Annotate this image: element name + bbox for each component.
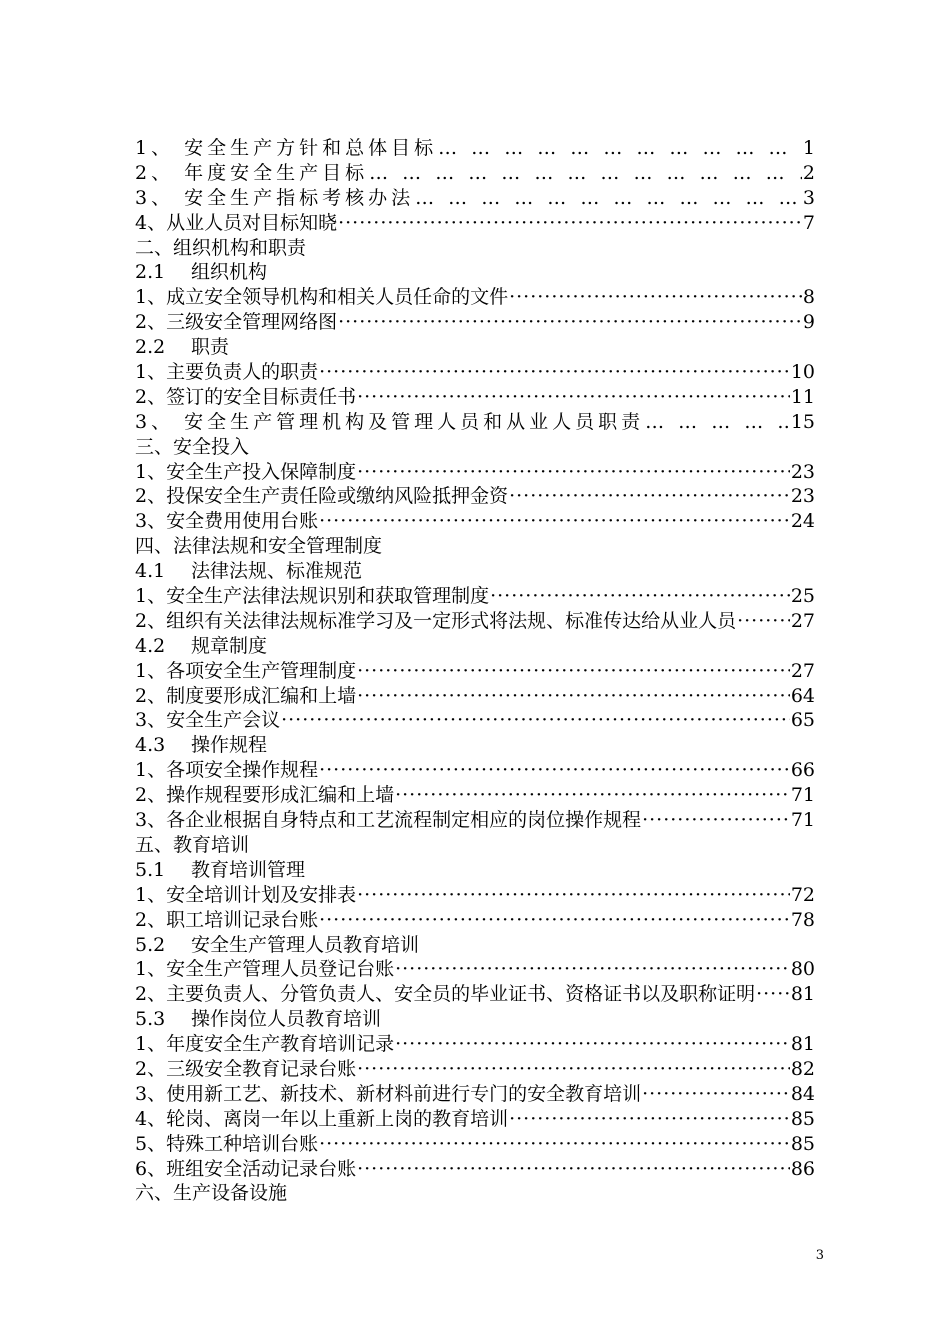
dot-leader xyxy=(438,136,802,161)
toc-entry-page: 64 xyxy=(790,684,815,707)
dot-leader xyxy=(357,385,790,410)
toc-entry xyxy=(135,982,815,1007)
toc-section-title: 六、生产设备设施 xyxy=(135,1182,288,1205)
dot-leader xyxy=(509,1107,790,1132)
toc-entry-title: 3、安全费用使用台账 xyxy=(135,510,319,533)
dot-leader xyxy=(319,1132,790,1157)
toc-section-title: 二、组织机构和职责 xyxy=(135,236,307,259)
toc-entry xyxy=(135,509,815,534)
toc-entry xyxy=(135,460,815,485)
toc-section-title: 五、教育培训 xyxy=(135,833,250,856)
toc-entry xyxy=(135,808,815,833)
toc-section-title: 四、法律法规和安全管理制度 xyxy=(135,535,383,558)
toc-entry-page: 11 xyxy=(790,385,815,408)
toc-entry xyxy=(135,1157,815,1182)
toc-section-number: 2.2 xyxy=(135,336,166,359)
toc-entry xyxy=(135,708,815,733)
dot-leader xyxy=(357,1157,790,1182)
toc-entry-title: 6、班组安全活动记录台账 xyxy=(135,1157,357,1180)
toc-entry-title: 1、安全生产法律法规识别和获取管理制度 xyxy=(135,585,490,608)
toc-entry-title: 2、 年度安全生产目标 xyxy=(135,161,369,184)
toc-entry-page: 9 xyxy=(802,311,815,334)
toc-section-heading xyxy=(135,634,815,659)
toc-section-title: 职责 xyxy=(191,336,230,359)
toc-section-heading xyxy=(135,435,815,460)
toc-entry xyxy=(135,410,815,435)
toc-entry xyxy=(135,211,815,236)
toc-entry-title: 3、使用新工艺、新技术、新材料前进行专门的安全教育培训 xyxy=(135,1082,642,1105)
toc-entry-title: 1、年度安全生产教育培训记录 xyxy=(135,1033,395,1056)
toc-entry-page: 24 xyxy=(790,510,815,533)
dot-leader xyxy=(395,957,790,982)
toc-entry-page: 23 xyxy=(790,485,815,508)
toc-entry-title: 2、签订的安全目标责任书 xyxy=(135,385,357,408)
toc-entry xyxy=(135,659,815,684)
toc-entry-title: 1、各项安全生产管理制度 xyxy=(135,659,357,682)
toc-section-number: 2.1 xyxy=(135,261,166,284)
toc-section-title: 组织机构 xyxy=(191,261,268,284)
dot-leader xyxy=(319,758,790,783)
dot-leader xyxy=(281,708,790,733)
toc-entry xyxy=(135,758,815,783)
toc-entry-page: 8 xyxy=(802,286,815,309)
toc-entry-page: 25 xyxy=(790,585,815,608)
toc-entry xyxy=(135,360,815,385)
toc-section-title: 规章制度 xyxy=(191,634,268,657)
toc-entry-title: 1、安全生产管理人员登记台账 xyxy=(135,958,395,981)
toc-section-title: 法律法规、标准规范 xyxy=(191,560,363,583)
toc-section-title: 教育培训管理 xyxy=(191,858,306,881)
dot-leader xyxy=(756,982,790,1007)
toc-entry-title: 2、制度要形成汇编和上墙 xyxy=(135,684,357,707)
toc-entry-title: 2、三级安全管理网络图 xyxy=(135,311,338,334)
dot-leader xyxy=(319,908,790,933)
toc-section-heading xyxy=(135,733,815,758)
toc-entry-title: 1、 安全生产方针和总体目标 xyxy=(135,137,438,159)
toc-section-heading xyxy=(135,260,815,285)
toc-entry-title: 2、投保安全生产责任险或缴纳风险抵押金资 xyxy=(135,485,509,508)
toc-entry-page: 1 xyxy=(802,137,815,159)
toc-entry-title: 3、 安全生产指标考核办法 xyxy=(135,186,415,209)
toc-entry xyxy=(135,1032,815,1057)
toc-entry-title: 1、各项安全操作规程 xyxy=(135,759,319,782)
toc-entry-title: 2、职工培训记录台账 xyxy=(135,908,319,931)
toc-entry-title: 4、轮岗、离岗一年以上重新上岗的教育培训 xyxy=(135,1107,509,1130)
dot-leader xyxy=(395,1032,790,1057)
toc-entry xyxy=(135,285,815,310)
page-number: 3 xyxy=(815,1248,824,1263)
toc-entry-page: 3 xyxy=(802,186,815,209)
dot-leader xyxy=(645,410,790,435)
dot-leader xyxy=(642,808,790,833)
toc-entry xyxy=(135,783,815,808)
toc-section-heading xyxy=(135,559,815,584)
toc-entry-page: 72 xyxy=(790,883,815,906)
toc-section-heading xyxy=(135,335,815,360)
dot-leader xyxy=(642,1082,790,1107)
toc-entry-title: 2、组织有关法律法规标准学习及一定形式将法规、标准传达给从业人员 xyxy=(135,609,737,632)
toc-entry-page: 27 xyxy=(790,609,815,632)
toc-entry xyxy=(135,385,815,410)
toc-entry xyxy=(135,136,815,161)
toc-entry xyxy=(135,584,815,609)
dot-leader xyxy=(490,584,790,609)
toc-section-number: 4.2 xyxy=(135,634,166,657)
toc-entry-page: 86 xyxy=(790,1157,815,1180)
dot-leader xyxy=(369,161,802,186)
dot-leader xyxy=(395,783,790,808)
toc-entry-title: 1、安全培训计划及安排表 xyxy=(135,883,357,906)
toc-entry xyxy=(135,1107,815,1132)
toc-entry xyxy=(135,609,815,634)
dot-leader xyxy=(357,883,790,908)
toc-entry-page: 71 xyxy=(790,809,815,832)
toc-entry-title: 1、成立安全领导机构和相关人员任命的文件 xyxy=(135,286,509,309)
dot-leader xyxy=(338,310,802,335)
dot-leader xyxy=(509,484,790,509)
toc-entry-page: 7 xyxy=(802,211,815,234)
toc-entry-page: 15 xyxy=(790,410,815,433)
toc-entry xyxy=(135,957,815,982)
toc-entry xyxy=(135,908,815,933)
dot-leader xyxy=(319,509,790,534)
dot-leader xyxy=(509,285,802,310)
dot-leader xyxy=(357,460,790,485)
toc-entry xyxy=(135,684,815,709)
toc-entry xyxy=(135,186,815,211)
toc-entry-title: 2、主要负责人、分管负责人、安全员的毕业证书、资格证书以及职称证明 xyxy=(135,983,756,1006)
toc-section-heading xyxy=(135,1007,815,1032)
toc-entry xyxy=(135,883,815,908)
toc-section-number: 5.3 xyxy=(135,1008,166,1031)
toc-entry-page: 84 xyxy=(790,1082,815,1105)
dot-leader xyxy=(357,684,790,709)
toc-section-heading xyxy=(135,1181,815,1206)
toc-entry xyxy=(135,484,815,509)
toc-section-title: 三、安全投入 xyxy=(135,435,250,458)
toc-entry xyxy=(135,1132,815,1157)
table-of-contents xyxy=(135,136,815,1206)
toc-entry-title: 3、各企业根据自身特点和工艺流程制定相应的岗位操作规程 xyxy=(135,809,642,832)
toc-section-title: 操作规程 xyxy=(191,734,268,757)
toc-section-heading xyxy=(135,858,815,883)
toc-entry-title: 3、 安全生产管理机构及管理人员和从业人员职责 xyxy=(135,410,645,433)
toc-entry-title: 1、安全生产投入保障制度 xyxy=(135,460,357,483)
toc-entry-page: 2 xyxy=(802,161,815,184)
toc-entry xyxy=(135,1057,815,1082)
toc-entry-page: 65 xyxy=(790,709,815,732)
dot-leader xyxy=(338,211,802,236)
dot-leader xyxy=(357,1057,790,1082)
toc-entry-title: 4、从业人员对目标知晓 xyxy=(135,211,338,234)
toc-entry-page: 80 xyxy=(790,958,815,981)
toc-section-number: 5.2 xyxy=(135,933,166,956)
toc-section-title: 操作岗位人员教育培训 xyxy=(191,1008,382,1031)
toc-entry-title: 5、特殊工种培训台账 xyxy=(135,1132,319,1155)
toc-entry-page: 10 xyxy=(790,361,815,384)
toc-section-heading xyxy=(135,534,815,559)
toc-entry-title: 1、主要负责人的职责 xyxy=(135,361,319,384)
toc-entry-page: 85 xyxy=(790,1107,815,1130)
toc-entry-page: 66 xyxy=(790,759,815,782)
toc-section-heading xyxy=(135,236,815,261)
toc-entry-page: 27 xyxy=(790,659,815,682)
toc-section-number: 4.3 xyxy=(135,734,166,757)
toc-section-number: 4.1 xyxy=(135,560,166,583)
toc-entry-title: 2、操作规程要形成汇编和上墙 xyxy=(135,784,395,807)
toc-entry-title: 3、安全生产会议 xyxy=(135,709,281,732)
dot-leader xyxy=(357,659,790,684)
toc-entry xyxy=(135,161,815,186)
toc-entry-page: 81 xyxy=(790,983,815,1006)
toc-entry-page: 81 xyxy=(790,1033,815,1056)
dot-leader xyxy=(319,360,790,385)
toc-entry-page: 78 xyxy=(790,908,815,931)
toc-entry-page: 82 xyxy=(790,1057,815,1080)
toc-entry xyxy=(135,310,815,335)
dot-leader xyxy=(737,609,790,634)
toc-section-number: 5.1 xyxy=(135,858,166,881)
toc-entry-page: 23 xyxy=(790,460,815,483)
toc-section-title: 安全生产管理人员教育培训 xyxy=(191,933,420,956)
toc-section-heading xyxy=(135,933,815,958)
dot-leader xyxy=(415,186,802,211)
toc-entry-title: 2、三级安全教育记录台账 xyxy=(135,1057,357,1080)
toc-entry-page: 71 xyxy=(790,784,815,807)
toc-section-heading xyxy=(135,833,815,858)
toc-entry xyxy=(135,1082,815,1107)
toc-entry-page: 85 xyxy=(790,1132,815,1155)
